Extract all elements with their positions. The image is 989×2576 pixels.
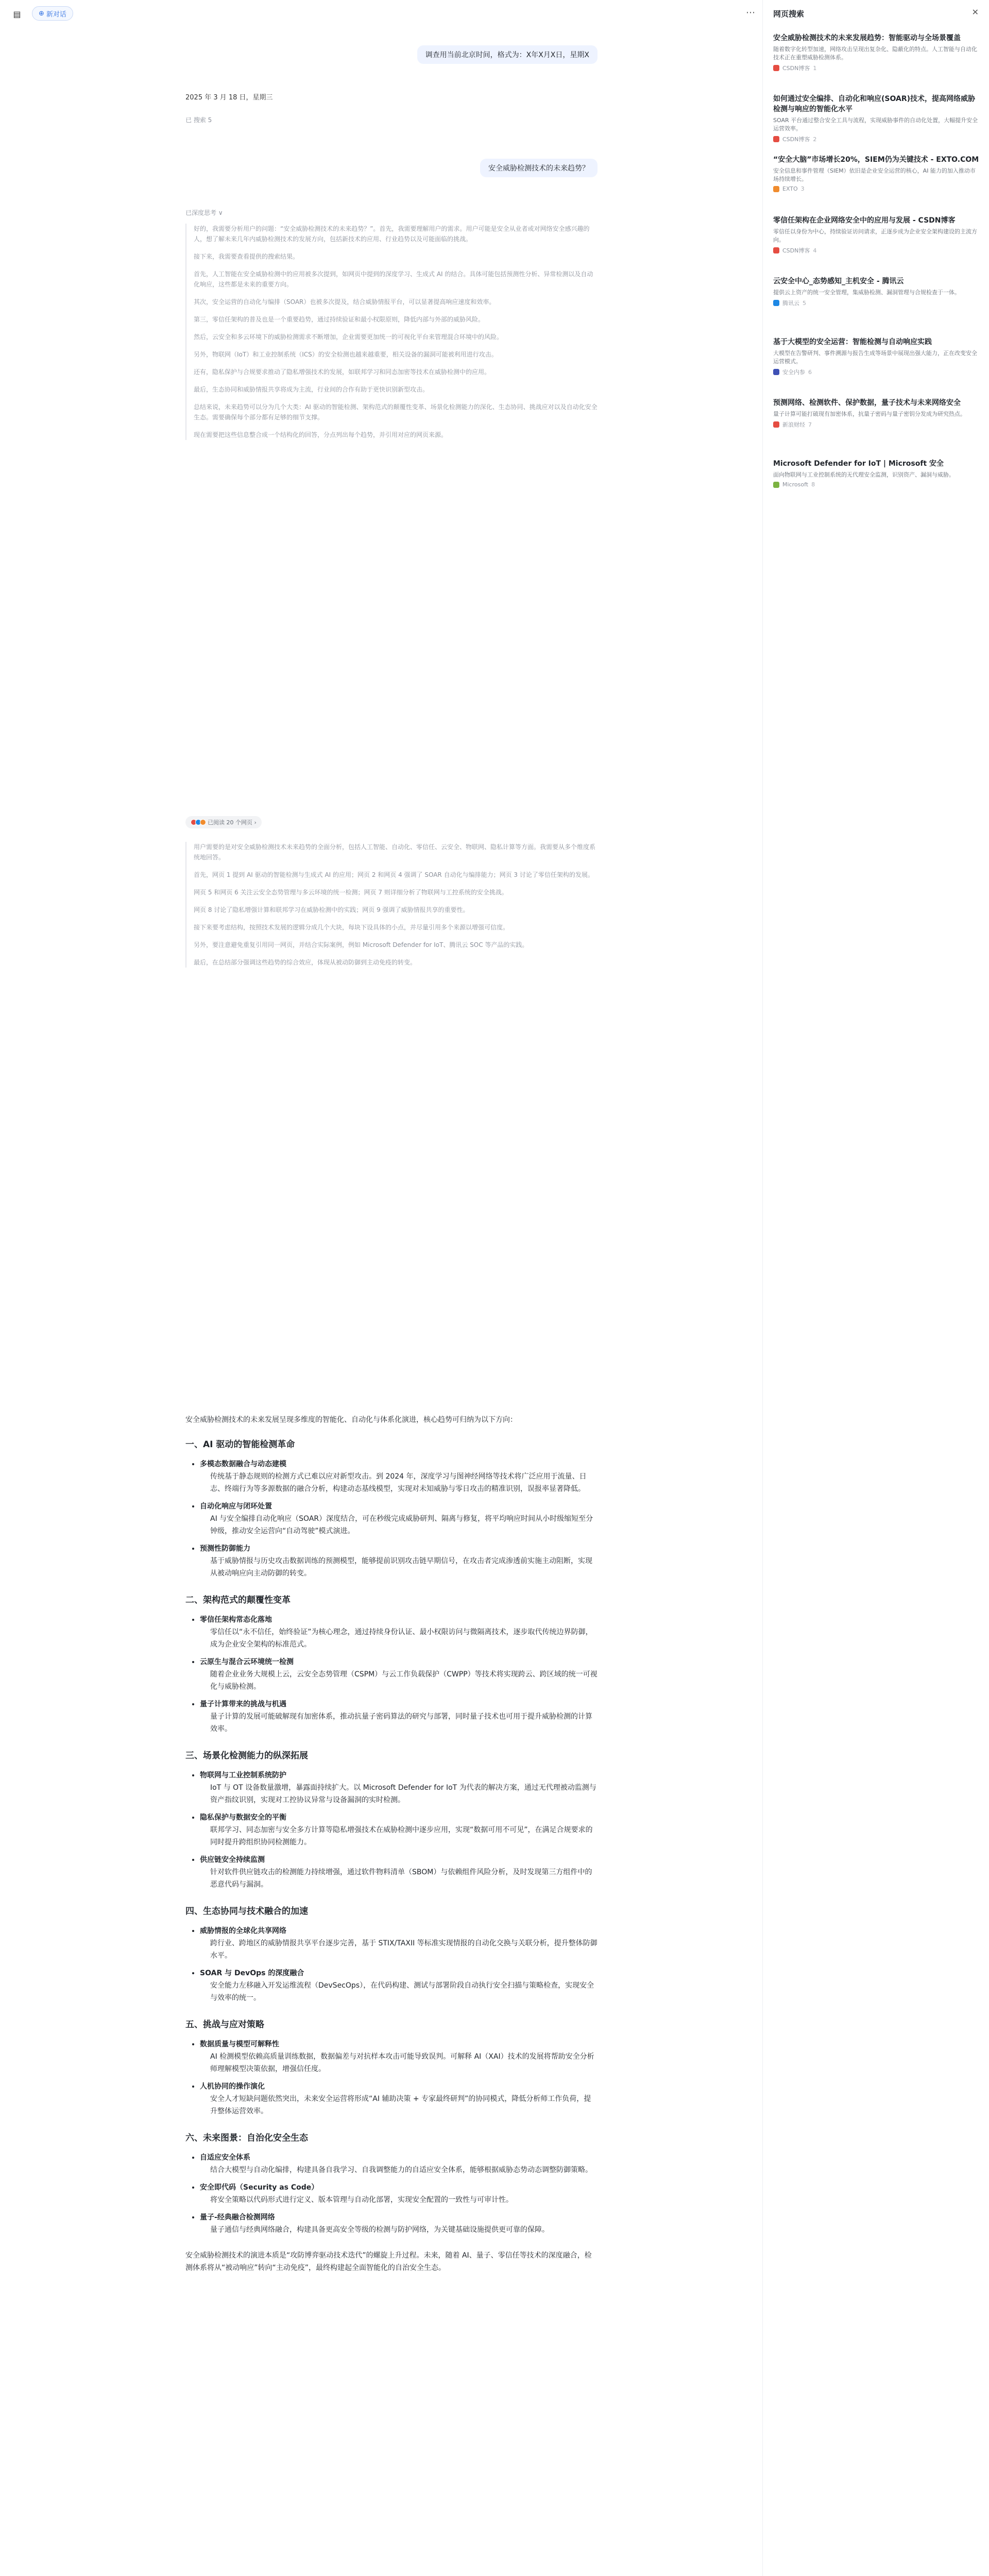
search-result-card[interactable]: [773, 276, 979, 307]
result-index: 4: [813, 247, 817, 254]
search-status[interactable]: 已 搜索 5: [185, 116, 212, 124]
section-heading: 二、架构范式的颠覆性变革: [185, 1595, 291, 1605]
list-item-body: 跨行业、跨地区的威胁情报共享平台逐步完善，基于 STIX/TAXII 等标准实现情报的自动化交换与关联分析，提升整体防御水平。: [210, 1939, 598, 1960]
result-source: [773, 64, 979, 72]
thinking-paragraph: 用户需要的是对安全威胁检测技术未来趋势的全面分析，包括人工智能、自动化、零信任、云安全、物联网、隐私计算等方面。我需要从多个维度系统地回答。: [194, 843, 596, 861]
result-snippet: 安全信息和事件管理（SIEM）依旧是企业安全运营的核心，AI 能力的加入推动市场持续增长。: [773, 167, 976, 182]
list-item-body: 传统基于静态规则的检测方式已难以应对新型攻击。到 2024 年，深度学习与图神经网络等技术将广泛应用于流量、日志、终端行为等多源数据的融合分析，构建动态基线模型，实现对未知威胁与零日攻击的精准识别，误报率显著降低。: [210, 1472, 587, 1493]
thinking-paragraph: 另外，要注意避免重复引用同一网页，并结合实际案例，例如 Microsoft Defender for IoT、腾讯云 SOC 等产品的实践。: [194, 941, 528, 948]
thinking-paragraph: 首先，人工智能在安全威胁检测中的应用被多次提到，如网页中提到的深度学习、生成式 AI 的结合。具体可能包括预测性分析、异常检测以及自动化响应，这些都是未来的重要方向。: [194, 270, 593, 288]
list-item-body: 针对软件供应链攻击的检测能力持续增强，通过软件物料清单（SBOM）与依赖组件风险分析，及时发现第三方组件中的恶意代码与漏洞。: [210, 1868, 592, 1889]
more-icon[interactable]: ⋯: [746, 7, 755, 18]
list-item-title: 供应链安全持续监测: [200, 1856, 265, 1864]
thinking-content: [185, 842, 598, 968]
site-favicon-icon: [773, 247, 779, 253]
list-item-body: AI 检测模型依赖高质量训练数据，数据偏差与对抗样本攻击可能导致误判。可解释 AI（XAI）技术的发展将帮助安全分析师理解模型决策依据，增强信任度。: [210, 2053, 594, 2073]
answer-closing: 安全威胁检测技术的演进本质是“攻防博弈驱动技术迭代”的螺旋上升过程。未来，随着 AI、量子、零信任等技术的深度融合，检测体系将从“被动响应”转向“主动免疫”，最终构建起全面智能化的自治安全生态。: [185, 2251, 592, 2272]
result-source: [773, 135, 979, 143]
answer-sections: [185, 1438, 598, 2236]
user-message: 调查用当前北京时间，格式为：X年X月X日，星期X: [417, 45, 598, 64]
result-source-name: Microsoft: [782, 481, 809, 488]
result-title[interactable]: Microsoft Defender for IoT | Microsoft 安全: [773, 460, 944, 468]
result-source-name: EXTO: [782, 185, 798, 192]
thinking-paragraph: 其次，安全运营的自动化与编排（SOAR）也被多次提及，结合威胁情报平台，可以显著提高响应速度和效率。: [194, 298, 496, 306]
source-pill[interactable]: 已阅读 20 个网页 ›: [185, 816, 262, 828]
list-item-body: 将安全策略以代码形式进行定义、版本管理与自动化部署，实现安全配置的一致性与可审计性。: [210, 2196, 513, 2204]
result-index: 2: [813, 135, 817, 143]
result-title[interactable]: 如何通过安全编排、自动化和响应(SOAR)技术，提高网络威胁检测与响应的智能化水平: [773, 95, 976, 113]
answer-intro: 安全威胁检测技术的未来发展呈现多维度的智能化、自动化与体系化演进，核心趋势可归纳为以下方向：: [185, 1416, 517, 1424]
panel-title: 网页搜索: [773, 9, 805, 19]
list-item: [200, 1967, 598, 2004]
section-heading: 六、未来图景：自治化安全生态: [185, 2133, 308, 2143]
result-title[interactable]: 预测网络、检测软件、保护数据，量子技术与未来网络安全: [773, 399, 961, 407]
result-index: 3: [800, 185, 805, 192]
result-source-name: 新浪财经: [782, 421, 805, 428]
result-snippet: 量子计算可能打破现有加密体系，抗量子密码与量子密钥分发成为研究热点。: [773, 411, 966, 417]
result-source-name: CSDN博客: [782, 136, 810, 143]
thinking-paragraph: 最后，在总结部分强调这些趋势的综合效应，体现从被动防御到主动免疫的转变。: [194, 959, 417, 966]
result-source: [773, 420, 979, 429]
thinking-paragraph: 最后，生态协同和威胁情报共享将成为主流，行业间的合作有助于更快识别新型攻击。: [194, 386, 429, 393]
search-result-card[interactable]: [773, 337, 979, 376]
result-snippet: 零信任以身份为中心，持续验证访问请求，正逐步成为企业安全架构建设的主流方向。: [773, 228, 977, 243]
list-item: [200, 1854, 598, 1891]
thinking-paragraph: 还有，隐私保护与合规要求推动了隐私增强技术的发展，如联邦学习和同态加密等技术在威胁检测中的应用。: [194, 368, 491, 376]
search-result-card[interactable]: [773, 459, 979, 488]
result-source: [773, 246, 979, 255]
result-snippet: 面向物联网与工业控制系统的无代理安全监测，识别资产、漏洞与威胁。: [773, 471, 954, 478]
result-snippet: 提供云上资产的统一安全管理，集威胁检测、漏洞管理与合规检查于一体。: [773, 289, 960, 296]
thinking-paragraph: 然后，云安全和多云环境下的威胁检测需求不断增加，企业需要更加统一的可视化平台来管理混合环境中的风险。: [194, 333, 503, 341]
list-item-title: 量子计算带来的挑战与机遇: [200, 1700, 286, 1708]
thinking-paragraph: 接下来，我需要查看提供的搜索结果。: [194, 253, 299, 260]
list-item-body: 零信任以“永不信任，始终验证”为核心理念，通过持续身份认证、最小权限访问与微隔离技术，逐步取代传统边界防御，成为企业安全架构的标准范式。: [210, 1628, 593, 1649]
list-item-title: 数据质量与模型可解释性: [200, 2040, 279, 2048]
plus-icon: ⊕: [39, 9, 44, 18]
thinking-paragraph: 另外，物联网（IoT）和工业控制系统（ICS）的安全检测也越来越重要，相关设备的漏洞可能被利用进行攻击。: [194, 351, 498, 358]
list-item-title: 多模态数据融合与动态建模: [200, 1460, 286, 1468]
list-item-title: 物联网与工业控制系统防护: [200, 1771, 286, 1780]
list-item: [200, 2211, 598, 2236]
list-item-body: 安全人才短缺问题依然突出，未来安全运营将形成“AI 辅助决策 + 专家最终研判”的协同模式，降低分析师工作负荷，提升整体运营效率。: [210, 2095, 591, 2115]
assistant-answer: [185, 1414, 598, 2274]
result-snippet: 大模型在告警研判、事件溯源与报告生成等场景中展现出强大能力，正在改变安全运营模式。: [773, 350, 977, 365]
result-source-name: CSDN博客: [782, 247, 810, 254]
site-favicon-icon: [773, 65, 779, 71]
search-result-card[interactable]: [773, 155, 979, 192]
list-item: [200, 1811, 598, 1849]
search-result-card[interactable]: [773, 398, 979, 429]
thinking-paragraph: 现在需要把这些信息整合成一个结构化的回答，分点列出每个趋势，并引用对应的网页来源。: [194, 431, 448, 438]
site-favicon-icon: [773, 186, 779, 192]
site-favicon-icon: [773, 300, 779, 306]
thinking-paragraph: 首先，网页 1 提到 AI 驱动的智能检测与生成式 AI 的应用；网页 2 和网页 4 强调了 SOAR 自动化与编排能力；网页 3 讨论了零信任架构的发展。: [194, 871, 594, 878]
thinking-paragraph: 网页 8 讨论了隐私增强计算和联邦学习在威胁检测中的实践；网页 9 强调了威胁情报共享的重要性。: [194, 906, 469, 913]
list-item-title: 安全即代码（Security as Code）: [200, 2183, 319, 2192]
top-bar: [0, 0, 762, 28]
result-index: 8: [811, 481, 815, 488]
thinking-paragraph: 网页 5 和网页 6 关注云安全态势管理与多云环境的统一检测；网页 7 则详细分析了物联网与工控系统的安全挑战。: [194, 889, 508, 896]
list-item-body: AI 与安全编排自动化响应（SOAR）深度结合，可在秒级完成威胁研判、隔离与修复，将平均响应时间从小时级缩短至分钟级，推动安全运营向“自动驾驶”模式演进。: [210, 1515, 593, 1535]
section-heading: 五、挑战与应对策略: [185, 2020, 264, 2030]
result-title[interactable]: 安全威胁检测技术的未来发展趋势：智能驱动与全场景覆盖: [773, 34, 961, 42]
search-result-card[interactable]: [773, 215, 979, 255]
search-result-card[interactable]: [773, 33, 979, 72]
result-index: 1: [813, 64, 817, 72]
new-chat-button[interactable]: ⊕ 新对话: [32, 6, 73, 21]
list-item-body: 结合大模型与自动化编排，构建具备自我学习、自我调整能力的自适应安全体系，能够根据威胁态势动态调整防御策略。: [210, 2166, 592, 2174]
list-item: [200, 1458, 598, 1495]
result-source: [773, 185, 979, 192]
list-item-body: 联邦学习、同态加密与安全多方计算等隐私增强技术在威胁检测中逐步应用，实现“数据可用不可见”，在满足合规要求的同时提升跨组织协同检测能力。: [210, 1826, 593, 1846]
list-item: [200, 2080, 598, 2117]
list-item-body: 安全能力左移融入开发运维流程（DevSecOps），在代码构建、测试与部署阶段自动执行安全扫描与策略检查，实现安全与效率的统一。: [210, 1981, 594, 2002]
close-icon[interactable]: ✕: [971, 7, 979, 17]
site-favicon-icon: [773, 136, 779, 142]
thinking-paragraph: 接下来要考虑结构，按照技术发展的逻辑分成几个大块，每块下设具体的小点，并尽量引用多个来源以增强可信度。: [194, 924, 509, 931]
thinking-toggle[interactable]: 已深度思考 ∨: [185, 209, 223, 216]
result-title[interactable]: 云安全中心_态势感知_主机安全 - 腾讯云: [773, 277, 904, 285]
list-item: [200, 1543, 598, 1580]
result-title[interactable]: “安全大脑”市场增长20%，SIEM仍为关键技术 - EXTO.COM: [773, 156, 979, 164]
result-source-name: 安全内参: [782, 369, 805, 376]
list-item-body: 量子通信与经典网络融合，构建具备更高安全等级的检测与防护网络，为关键基础设施提供更可靠的保障。: [210, 2226, 549, 2234]
result-source: [773, 481, 979, 488]
list-item-title: 云原生与混合云环境统一检测: [200, 1658, 294, 1666]
list-item: [200, 2151, 598, 2176]
result-index: 6: [808, 368, 812, 376]
result-snippet: SOAR 平台通过整合安全工具与流程，实现威胁事件的自动化处置，大幅提升安全运营效率。: [773, 117, 978, 132]
list-item-title: 人机协同的操作演化: [200, 2082, 265, 2091]
result-index: 5: [803, 299, 806, 307]
section-heading: 三、场景化检测能力的纵深拓展: [185, 1751, 308, 1761]
list-item-body: 基于威胁情报与历史攻击数据训练的预测模型，能够提前识别攻击链早期信号，在攻击者完成渗透前实施主动阻断，实现从被动响应向主动防御的转变。: [210, 1557, 592, 1578]
result-title[interactable]: 基于大模型的安全运营：智能检测与自动响应实践: [773, 338, 932, 346]
list-item-title: 隐私保护与数据安全的平衡: [200, 1814, 286, 1822]
list-item: [200, 2038, 598, 2075]
thinking-content: [185, 224, 598, 440]
result-index: 7: [808, 421, 812, 428]
assistant-date-answer: 2025 年 3 月 18 日，星期三: [185, 94, 273, 101]
list-item-title: 威胁情报的全球化共享网络: [200, 1927, 286, 1935]
list-item: [200, 1698, 598, 1735]
list-item-title: 零信任架构常态化落地: [200, 1616, 272, 1624]
list-item: [200, 1769, 598, 1806]
thinking-paragraph: 好的，我需要分析用户的问题：“安全威胁检测技术的未来趋势？”。首先，我需要理解用户的需求。用户可能是安全从业者或对网络安全感兴趣的人，想了解未来几年内威胁检测技术的发展方向，包括新技术的应用、行业趋势以及可能面临的挑战。: [194, 225, 590, 243]
list-item-body: 随着企业业务大规模上云，云安全态势管理（CSPM）与云工作负载保护（CWPP）等技术将实现跨云、跨区域的统一可视化与威胁检测。: [210, 1670, 598, 1691]
thinking-paragraph: 总结来说，未来趋势可以分为几个大类：AI 驱动的智能检测、架构范式的颠覆性变革、场景化检测能力的深化、生态协同、挑战应对以及自动化安全生态。需要确保每个部分都有足够的细节支撑。: [194, 403, 598, 421]
chat-area: [185, 28, 598, 2576]
site-favicon-icon: [773, 482, 779, 488]
section-heading: 四、生态协同与技术融合的加速: [185, 1906, 308, 1917]
list-item-title: 量子-经典融合检测网络: [200, 2213, 275, 2222]
list-item-body: IoT 与 OT 设备数量激增，暴露面持续扩大。以 Microsoft Defender for IoT 为代表的解决方案，通过无代理被动监测与资产指纹识别，实现对工控协议异常与设备漏洞的实时检测。: [210, 1784, 596, 1804]
list-item-body: 量子计算的发展可能破解现有加密体系，推动抗量子密码算法的研究与部署，同时量子技术也可用于提升威胁检测的计算效率。: [210, 1713, 592, 1733]
result-snippet: 随着数字化转型加速，网络攻击呈现出复杂化、隐蔽化的特点。人工智能与自动化技术正在重塑威胁检测体系。: [773, 46, 977, 61]
list-item-title: 预测性防御能力: [200, 1545, 250, 1553]
result-title[interactable]: 零信任架构在企业网络安全中的应用与发展 - CSDN博客: [773, 216, 956, 225]
site-favicon-icon: [773, 369, 779, 375]
section-heading: 一、AI 驱动的智能检测革命: [185, 1439, 295, 1450]
source-favicons-icon: [191, 819, 204, 825]
list-item-title: 自动化响应与闭环处置: [200, 1502, 272, 1511]
list-item: [200, 1656, 598, 1693]
result-source: [773, 299, 979, 307]
user-message: 安全威胁检测技术的未来趋势？: [480, 159, 598, 177]
site-favicon-icon: [773, 421, 779, 428]
sidebar-toggle-icon[interactable]: ▤: [13, 9, 21, 19]
list-item: [200, 1614, 598, 1651]
list-item: [200, 2181, 598, 2206]
list-item: [200, 1500, 598, 1537]
result-source-name: 腾讯云: [782, 300, 799, 307]
list-item: [200, 1925, 598, 1962]
result-source: [773, 368, 979, 376]
search-result-card[interactable]: [773, 94, 979, 143]
thinking-paragraph: 第三，零信任架构的普及也是一个重要趋势，通过持续验证和最小权限原则，降低内部与外部的威胁风险。: [194, 316, 485, 323]
web-search-panel: [762, 0, 989, 2576]
result-source-name: CSDN博客: [782, 65, 810, 72]
list-item-title: SOAR 与 DevOps 的深度融合: [200, 1969, 304, 1977]
list-item-title: 自适应安全体系: [200, 2154, 250, 2162]
